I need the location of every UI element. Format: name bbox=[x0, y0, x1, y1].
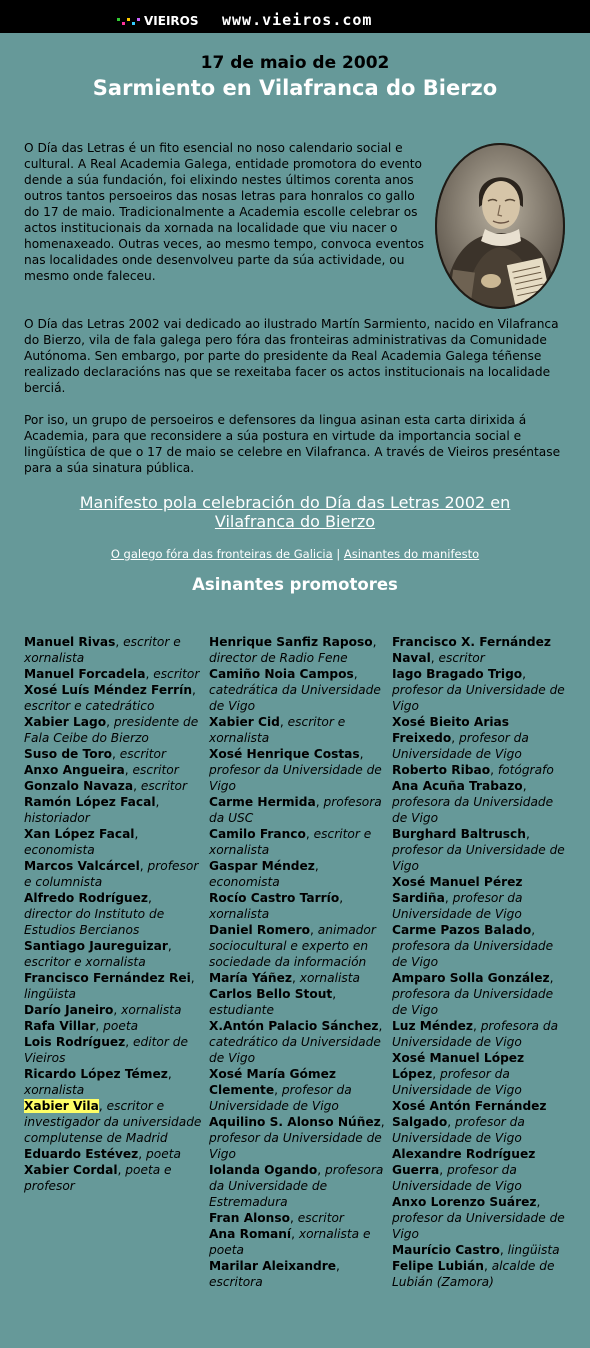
signer-role: director de Radio Fene bbox=[209, 651, 348, 665]
signer-entry: Xosé Luís Méndez Ferrín, escritor e catedrático bbox=[24, 683, 196, 713]
article-date: 17 de maio de 2002 bbox=[200, 53, 390, 73]
signer-entry: Carme Hermida, profesora da USC bbox=[209, 795, 382, 825]
signer-entry: Xosé María Gómez Clemente, profesor da Universidade de Vigo bbox=[209, 1067, 352, 1113]
signer-role: lingüista bbox=[507, 1243, 560, 1257]
signer-role: escritor bbox=[297, 1211, 344, 1225]
signer-entry: Eduardo Estévez, poeta bbox=[24, 1147, 181, 1161]
signer-role: escritor e investigador da universidade complutense de Madrid bbox=[24, 1099, 202, 1145]
signer-name: Xosé Henrique Costas bbox=[209, 747, 360, 761]
signer-name: Ana Romaní bbox=[209, 1227, 292, 1241]
signer-entry: Amparo Solla González, profesora da Universidade de Vigo bbox=[392, 971, 554, 1017]
signer-entry: Rafa Villar, poeta bbox=[24, 1019, 139, 1033]
signer-entry: Henrique Sanfiz Raposo, director de Radio Fene bbox=[209, 635, 377, 665]
signer-name: Iolanda Ogando bbox=[209, 1163, 318, 1177]
link-separator: | bbox=[336, 547, 341, 561]
signer-name: Marcos Valcárcel bbox=[24, 859, 140, 873]
signer-entry: Manuel Forcadela, escritor bbox=[24, 667, 200, 681]
signer-name: Xosé Manuel López López bbox=[392, 1051, 525, 1081]
signer-role: profesor da Universidade de Vigo bbox=[209, 1083, 352, 1113]
signer-entry: Xan López Facal, economista bbox=[24, 827, 139, 857]
signer-role: escritora bbox=[209, 1275, 263, 1289]
signer-entry: Maurício Castro, lingüista bbox=[392, 1243, 560, 1257]
signers-column-3 bbox=[392, 634, 570, 1290]
portrait-engraving-icon bbox=[433, 141, 567, 311]
signer-role: lingüista bbox=[24, 987, 76, 1001]
signer-role: escritor e xornalista bbox=[24, 955, 146, 969]
signer-role: profesora da USC bbox=[209, 795, 382, 825]
signer-name: Xabier Cid bbox=[209, 715, 280, 729]
signer-name: Anxo Angueira bbox=[24, 763, 125, 777]
signer-name: Carlos Bello Stout bbox=[209, 987, 333, 1001]
signer-entry: Suso de Toro, escritor bbox=[24, 747, 166, 761]
signer-entry: Felipe Lubián, alcalde de Lubián (Zamora) bbox=[392, 1259, 555, 1289]
signer-name: Darío Janeiro bbox=[24, 1003, 114, 1017]
signer-name: Carme Hermida bbox=[209, 795, 316, 809]
intro-paragraph-2: O Día das Letras 2002 vai dedicado ao ilustrado Martín Sarmiento, nacido en Vilafranca do Bierzo, vila de fala galega pero fóra das fronteiras administrativas da Comunidade Autónoma. Sen embargo, por parte do presidente da Real Academia Galega téñense realizado declaracións nas que se rexeitaba facer os actos institucionais na localidade berciá. bbox=[24, 317, 559, 395]
signer-entry: Carme Pazos Balado, profesora da Universidade de Vigo bbox=[392, 923, 554, 969]
signer-name: Rafa Villar bbox=[24, 1019, 96, 1033]
article-title: Sarmiento en Vilafranca do Bierzo bbox=[92, 76, 498, 100]
signer-name: Xosé Bieito Arias Freixedo bbox=[392, 715, 509, 745]
signers-column-1 bbox=[24, 634, 202, 1194]
signer-role: escritor e xornalista bbox=[209, 715, 346, 745]
signer-name: Felipe Lubián bbox=[392, 1259, 484, 1273]
signer-role: estudiante bbox=[209, 1003, 274, 1017]
signer-name: Xosé María Gómez Clemente bbox=[209, 1067, 336, 1097]
signer-role: xornalista bbox=[121, 1003, 182, 1017]
signer-entry: Ramón López Facal, historiador bbox=[24, 795, 160, 825]
signer-role: profesor da Universidade de Vigo bbox=[392, 1163, 522, 1193]
signer-role: profesor da Universidade de Vigo bbox=[209, 1131, 382, 1161]
signer-role: alcalde de Lubián (Zamora) bbox=[392, 1259, 555, 1289]
signer-role: xornalista bbox=[299, 971, 360, 985]
intro-paragraph-1: O Día das Letras é un fito esencial no noso calendario social e cultural. A Real Academia Galega, entidade promotora do evento dende a súa fundación, foi elixindo nestes últimos corenta anos outros tantos persoeiros das nosas letras para honralos co gallo do 17 de maio. Tradicionalmente a Academia escolle celebrar os actos institucionais da xornada na localidade que viu nacer o homenaxeado. Outras veces, ao mesmo tempo, convoca eventos nas localidades onde desenvolveu parte da súa actividade, ou mesmo onde faleceu. bbox=[24, 141, 425, 283]
logo-dot bbox=[127, 18, 130, 21]
vieiros-logo[interactable] bbox=[117, 12, 199, 30]
signer-role: escritor bbox=[438, 651, 485, 665]
martin-sarmiento-portrait bbox=[433, 141, 567, 311]
signer-name: Rocío Castro Tarrío bbox=[209, 891, 340, 905]
signer-role: animador sociocultural e experto en sociedade da información bbox=[209, 923, 376, 969]
intro-paragraph-3: Por iso, un grupo de persoeiros e defensores da lingua asinan esta carta dirixida á Academia, para que reconsidere a súa postura en virtude da importancia social e lingüística de que o 17 de maio se celebre en Vilafranca. A través de Vieiros preséntase para a súa sinatura pública. bbox=[24, 413, 561, 475]
signer-role: profesor da Universidade de Vigo bbox=[392, 683, 565, 713]
signer-role: profesor da Universidade de Vigo bbox=[392, 891, 523, 921]
signer-role: catedrático da Universidade de Vigo bbox=[209, 1035, 381, 1065]
signer-role: historiador bbox=[24, 811, 90, 825]
signer-entry: Francisco X. Fernández Naval, escritor bbox=[392, 635, 551, 665]
asinantes-link[interactable]: Asinantes do manifesto bbox=[343, 547, 480, 561]
signer-name: Alfredo Rodríguez bbox=[24, 891, 148, 905]
logo-dot bbox=[122, 22, 125, 25]
signer-entry: Xabier Cid, escritor e xornalista bbox=[209, 715, 346, 745]
signer-name: Francisco Fernández Rei bbox=[24, 971, 191, 985]
signer-role: profesor da Universidade de Vigo bbox=[392, 1067, 522, 1097]
top-header-bar bbox=[0, 0, 590, 33]
signer-role: profesor da Universidade de Vigo bbox=[392, 843, 565, 873]
signer-name: Gonzalo Navaza bbox=[24, 779, 134, 793]
manifest-link[interactable]: Manifesto pola celebración do Día das Letras 2002 en Vilafranca do Bierzo bbox=[79, 493, 511, 531]
signer-entry: Iolanda Ogando, profesora da Universidade de Estremadura bbox=[209, 1163, 384, 1209]
signer-name: Camiño Noia Campos bbox=[209, 667, 354, 681]
signer-role: escritor bbox=[119, 747, 166, 761]
signer-role: escritor e xornalista bbox=[209, 827, 372, 857]
signer-entry: Santiago Jaureguizar, escritor e xornalista bbox=[24, 939, 172, 969]
site-url-link[interactable]: www.vieiros.com bbox=[222, 11, 373, 29]
signer-name: Ana Acuña Trabazo bbox=[392, 779, 523, 793]
signer-name: Lois Rodríguez bbox=[24, 1035, 126, 1049]
signer-entry: Francisco Fernández Rei, lingüista bbox=[24, 971, 195, 1001]
signer-entry: Xabier Cordal, poeta e profesor bbox=[24, 1163, 172, 1193]
signer-entry: Alfredo Rodríguez, director do Instituto de Estudios Bercianos bbox=[24, 891, 165, 937]
signer-role: xornalista bbox=[24, 1083, 85, 1097]
signer-role: director do Instituto de Estudios Bercianos bbox=[24, 907, 165, 937]
signer-role: presidente de Fala Ceibe do Bierzo bbox=[24, 715, 199, 745]
signer-role: catedrática da Universidade de Vigo bbox=[209, 683, 381, 713]
signer-name: Daniel Romero bbox=[209, 923, 310, 937]
signer-entry: Fran Alonso, escritor bbox=[209, 1211, 344, 1225]
signer-name: Luz Méndez bbox=[392, 1019, 473, 1033]
signer-role: profesor da Universidade de Vigo bbox=[392, 1115, 525, 1145]
signer-name: Xosé Antón Fernández Salgado bbox=[392, 1099, 547, 1129]
signer-entry: Anxo Angueira, escritor bbox=[24, 763, 179, 777]
signer-role: escritor e catedrático bbox=[24, 699, 155, 713]
signer-name: Maurício Castro bbox=[392, 1243, 500, 1257]
signer-entry: Ana Romaní, xornalista e poeta bbox=[209, 1227, 371, 1257]
signer-name: Aquilino S. Alonso Núñez bbox=[209, 1115, 381, 1129]
signer-entry: Xosé Manuel Pérez Sardiña, profesor da Universidade de Vigo bbox=[392, 875, 523, 921]
signers-heading: Asinantes promotores bbox=[192, 575, 398, 594]
signer-name: Burghard Baltrusch bbox=[392, 827, 526, 841]
signer-name: Ricardo López Témez bbox=[24, 1067, 168, 1081]
signer-entry: Carlos Bello Stout, estudiante bbox=[209, 987, 337, 1017]
signer-name: Francisco X. Fernández Naval bbox=[392, 635, 551, 665]
signer-name: Marilar Aleixandre bbox=[209, 1259, 337, 1273]
logo-text: VIEIROS bbox=[144, 14, 199, 28]
signer-entry: Rocío Castro Tarrío, xornalista bbox=[209, 891, 344, 921]
signer-name: Amparo Solla González bbox=[392, 971, 550, 985]
signer-role: escritor bbox=[132, 763, 179, 777]
signer-name: Ramón López Facal bbox=[24, 795, 156, 809]
signer-entry: Daniel Romero, animador sociocultural e experto en sociedade da información bbox=[209, 923, 376, 969]
signer-name: Gaspar Méndez bbox=[209, 859, 315, 873]
signer-name: Santiago Jaureguizar bbox=[24, 939, 168, 953]
signer-entry: Luz Méndez, profesora da Universidade de Vigo bbox=[392, 1019, 559, 1049]
signer-name: Iago Bragado Trigo bbox=[392, 667, 523, 681]
signer-entry: Anxo Lorenzo Suárez, profesor da Universidade de Vigo bbox=[392, 1195, 565, 1241]
signer-name: Manuel Rivas bbox=[24, 635, 116, 649]
signer-role: economista bbox=[24, 843, 95, 857]
signer-entry: Xosé Henrique Costas, profesor da Universidade de Vigo bbox=[209, 747, 382, 793]
signer-name: Eduardo Estévez bbox=[24, 1147, 139, 1161]
signer-entry: Xosé Manuel López López, profesor da Universidade de Vigo bbox=[392, 1051, 525, 1097]
signer-entry: X.Antón Palacio Sánchez, catedrático da Universidade de Vigo bbox=[209, 1019, 383, 1065]
signer-entry: Gaspar Méndez, economista bbox=[209, 859, 319, 889]
signer-name: María Yáñez bbox=[209, 971, 292, 985]
sub-links bbox=[0, 547, 590, 561]
signer-name: Xabier Cordal bbox=[24, 1163, 118, 1177]
galego-fora-link[interactable]: O galego fóra das fronteiras de Galicia bbox=[110, 547, 333, 561]
vieiros-dots-icon bbox=[117, 18, 140, 25]
signer-entry: Alexandre Rodríguez Guerra, profesor da Universidade de Vigo bbox=[392, 1147, 536, 1193]
signer-entry: Camiño Noia Campos, catedrática da Universidade de Vigo bbox=[209, 667, 381, 713]
signer-role: xornalista bbox=[209, 907, 270, 921]
signer-role: escritor e xornalista bbox=[24, 635, 181, 665]
signer-role: poeta bbox=[103, 1019, 139, 1033]
signer-name: Camilo Franco bbox=[209, 827, 306, 841]
signer-role: profesor da Universidade de Vigo bbox=[392, 731, 529, 761]
signer-role: escritor bbox=[140, 779, 188, 793]
signer-role: profesora da Universidade de Vigo bbox=[392, 795, 554, 825]
signer-name: Carme Pazos Balado bbox=[392, 923, 532, 937]
logo-dot bbox=[117, 18, 120, 21]
signer-name: Manuel Forcadela bbox=[24, 667, 146, 681]
signer-entry: Xabier Vila, escritor e investigador da universidade complutense de Madrid bbox=[24, 1099, 202, 1145]
signer-entry: María Yáñez, xornalista bbox=[209, 971, 360, 985]
signer-role: profesora da Universidade de Vigo bbox=[392, 1019, 559, 1049]
signer-entry: Iago Bragado Trigo, profesor da Universidade de Vigo bbox=[392, 667, 565, 713]
logo-dot bbox=[137, 18, 140, 21]
signer-role: profesora da Universidade de Estremadura bbox=[209, 1163, 384, 1209]
signer-name: Anxo Lorenzo Suárez bbox=[392, 1195, 537, 1209]
signer-role: escritor bbox=[153, 667, 200, 681]
signer-entry: Xosé Antón Fernández Salgado, profesor da Universidade de Vigo bbox=[392, 1099, 547, 1145]
signer-entry: Aquilino S. Alonso Núñez, profesor da Universidade de Vigo bbox=[209, 1115, 385, 1161]
signers-column-2 bbox=[209, 634, 387, 1290]
signer-entry: Marilar Aleixandre, escritora bbox=[209, 1259, 340, 1289]
signer-name: Henrique Sanfiz Raposo bbox=[209, 635, 373, 649]
signer-entry: Ana Acuña Trabazo, profesora da Universidade de Vigo bbox=[392, 779, 554, 825]
signer-role: xornalista e poeta bbox=[209, 1227, 371, 1257]
signer-entry: Burghard Baltrusch, profesor da Universidade de Vigo bbox=[392, 827, 565, 873]
signer-entry: Xosé Bieito Arias Freixedo, profesor da Universidade de Vigo bbox=[392, 715, 529, 761]
signer-role: profesora da Universidade de Vigo bbox=[392, 939, 554, 969]
signer-name: Alexandre Rodríguez Guerra bbox=[392, 1147, 536, 1177]
signer-name: Xan López Facal bbox=[24, 827, 135, 841]
signer-role: profesor da Universidade de Vigo bbox=[209, 763, 382, 793]
signer-entry: Darío Janeiro, xornalista bbox=[24, 1003, 182, 1017]
signer-role: profesor da Universidade de Vigo bbox=[392, 1211, 565, 1241]
signer-entry: Camilo Franco, escritor e xornalista bbox=[209, 827, 372, 857]
signer-role: economista bbox=[209, 875, 280, 889]
signer-role: poeta bbox=[146, 1147, 181, 1161]
signer-entry: Xabier Lago, presidente de Fala Ceibe do Bierzo bbox=[24, 715, 199, 745]
signer-role: profesora da Universidade de Vigo bbox=[392, 987, 554, 1017]
signer-entry: Ricardo López Témez, xornalista bbox=[24, 1067, 172, 1097]
signer-role: fotógrafo bbox=[497, 763, 554, 777]
signer-role: profesor e columnista bbox=[24, 859, 199, 889]
signer-entry: Marcos Valcárcel, profesor e columnista bbox=[24, 859, 199, 889]
signer-name: Xabier Vila bbox=[24, 1099, 99, 1113]
signer-role: editor de Vieiros bbox=[24, 1035, 188, 1065]
signer-name: Suso de Toro bbox=[24, 747, 113, 761]
signer-name: X.Antón Palacio Sánchez bbox=[209, 1019, 379, 1033]
signer-role: poeta e profesor bbox=[24, 1163, 172, 1193]
signer-name: Xosé Manuel Pérez Sardiña bbox=[392, 875, 523, 905]
logo-dot bbox=[132, 22, 135, 25]
signer-name: Fran Alonso bbox=[209, 1211, 290, 1225]
signer-entry: Manuel Rivas, escritor e xornalista bbox=[24, 635, 181, 665]
signer-name: Xosé Luís Méndez Ferrín bbox=[24, 683, 193, 697]
signer-name: Roberto Ribao bbox=[392, 763, 491, 777]
signer-entry: Gonzalo Navaza, escritor bbox=[24, 779, 188, 793]
signer-entry: Lois Rodríguez, editor de Vieiros bbox=[24, 1035, 188, 1065]
signer-entry: Roberto Ribao, fotógrafo bbox=[392, 763, 554, 777]
signer-name: Xabier Lago bbox=[24, 715, 107, 729]
